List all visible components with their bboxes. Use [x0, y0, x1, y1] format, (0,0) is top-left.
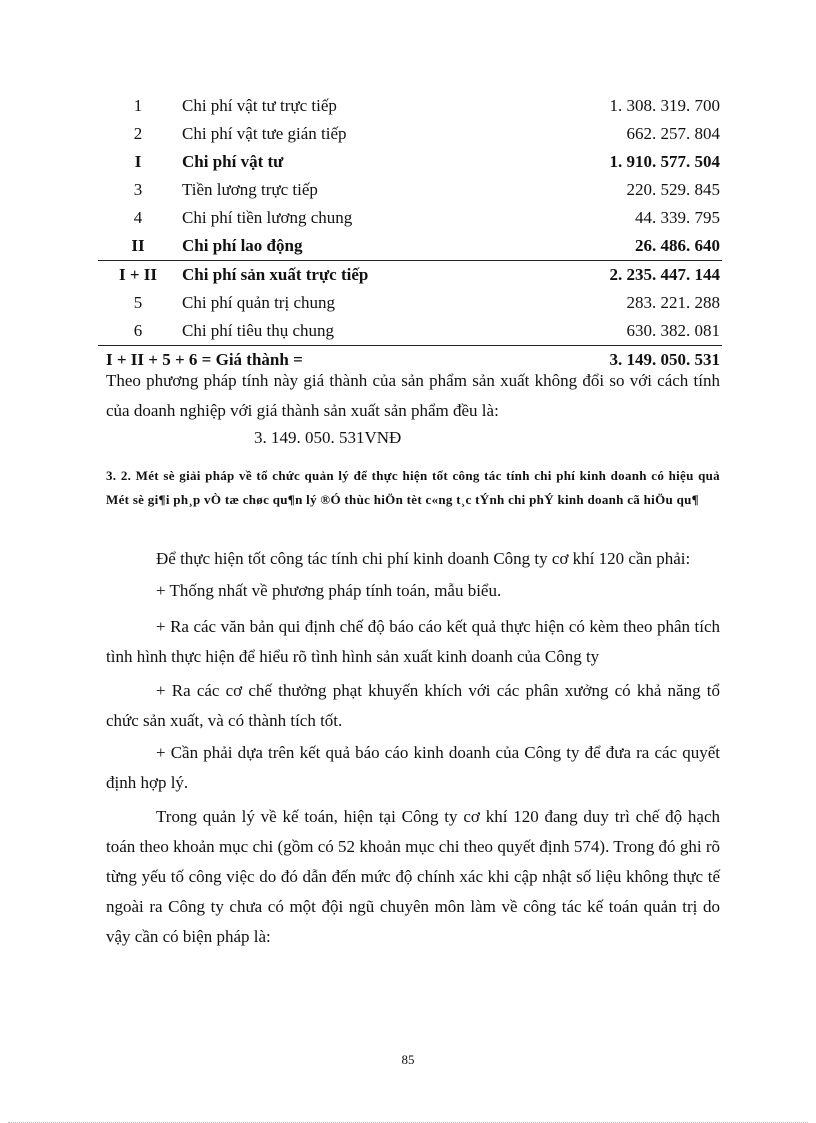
row-label: Chi phí tiền lương chung [182, 208, 353, 227]
paragraph-theo: Theo phương pháp tính này giá thành của sản phẩm sản xuất không đổi so với cách tính của doanh nghiệp với giá thành sản xuất sản phẩm đều là: [106, 371, 720, 420]
table-row-subtotal [98, 148, 722, 176]
table-row-subtotal [98, 232, 722, 261]
table-row [98, 92, 722, 120]
body-paragraph: + Thống nhất về phương pháp tính toán, mẫu biểu. [156, 581, 502, 600]
body-paragraph: Trong quản lý về kế toán, hiện tại Công ty cơ khí 120 đang duy trì chế độ hạch toán theo khoản mục chi (gồm có 52 khoản mục chi theo quyết định 574). Trong đó ghi rõ từng yếu tố công việc do đó dẫn đến mức độ chính xác khi cập nhật số liệu không thực tế ngoài ra Công ty chưa có một đội ngũ chuyên môn làm về công tác kế toán quản trị do vậy cần có biện pháp là: [106, 807, 720, 946]
body-paragraph: + Ra các cơ chế thưởng phạt khuyến khích với các phân xưởng có khả năng tổ chức sản xuất, và có thành tích tốt. [106, 681, 720, 730]
table-row [98, 317, 722, 346]
table-row [98, 204, 722, 232]
row-value: 1. 308. 319. 700 [609, 96, 720, 115]
body-paragraph: Để thực hiện tốt công tác tính chi phí kinh doanh Công ty cơ khí 120 cần phải: [156, 549, 691, 568]
row-value: 26. 486. 640 [635, 236, 720, 255]
table-row [98, 176, 722, 204]
row-label: Chi phí vật tưe gián tiếp [182, 124, 347, 143]
row-label: Tiền lương trực tiếp [182, 180, 318, 199]
amount-line: 3. 149. 050. 531VNĐ [254, 428, 402, 447]
row-value: 662. 257. 804 [626, 124, 720, 143]
row-number: I + II [98, 261, 178, 290]
section-heading: 3. 2. Mét sè giải pháp về tổ chức quản lý để thực hiện tốt công tác tính chi phí kinh doanh có hiệu quả Mét sè gi¶i ph¸p vÒ tæ chøc qu¶n lý ®Ó thùc hiÖn tèt c«ng t¸c tÝnh chi phÝ kinh doanh cã hiÖu qu¶ [106, 468, 720, 507]
row-number: 4 [133, 208, 143, 227]
row-label: Chi phí tiêu thụ chung [182, 321, 335, 340]
body-paragraph: + Cần phải dựa trên kết quả báo cáo kinh doanh của Công ty để đưa ra các quyết định hợp lý. [106, 743, 720, 792]
body-paragraph: + Ra các văn bản qui định chế độ báo cáo kết quả thực hiện có kèm theo phân tích tình hình thực hiện để hiểu rõ tình hình sản xuất kinh doanh của Công ty [106, 617, 720, 666]
row-value: 283. 221. 288 [626, 293, 720, 312]
row-value: 630. 382. 081 [626, 321, 720, 340]
table-row [98, 289, 722, 317]
row-number: 6 [133, 321, 143, 340]
row-label: Chi phí lao động [182, 236, 303, 255]
row-number: 1 [133, 96, 143, 115]
row-label: Chi phí sản xuất trực tiếp [178, 261, 522, 290]
total-label: I + II + 5 + 6 = Giá thành = [98, 346, 522, 375]
table-row-subtotal [98, 261, 722, 290]
total-value: 3. 149. 050. 531 [522, 346, 722, 375]
row-label: Chi phí quản trị chung [182, 293, 335, 312]
row-label: Chi phí vật tư [182, 152, 284, 171]
row-number: 2 [133, 124, 143, 143]
row-value: 2. 235. 447. 144 [522, 261, 722, 290]
row-number: II [131, 236, 145, 255]
row-label: Chi phí vật tư trực tiếp [182, 96, 337, 115]
row-value: 220. 529. 845 [626, 180, 720, 199]
row-number: 5 [133, 293, 143, 312]
page-number: 85 [401, 1052, 415, 1067]
row-number: I [134, 152, 142, 171]
row-value: 1. 910. 577. 504 [609, 152, 720, 171]
row-number: 3 [133, 180, 143, 199]
cost-table [98, 92, 722, 374]
row-value: 44. 339. 795 [635, 208, 720, 227]
table-row [98, 120, 722, 148]
